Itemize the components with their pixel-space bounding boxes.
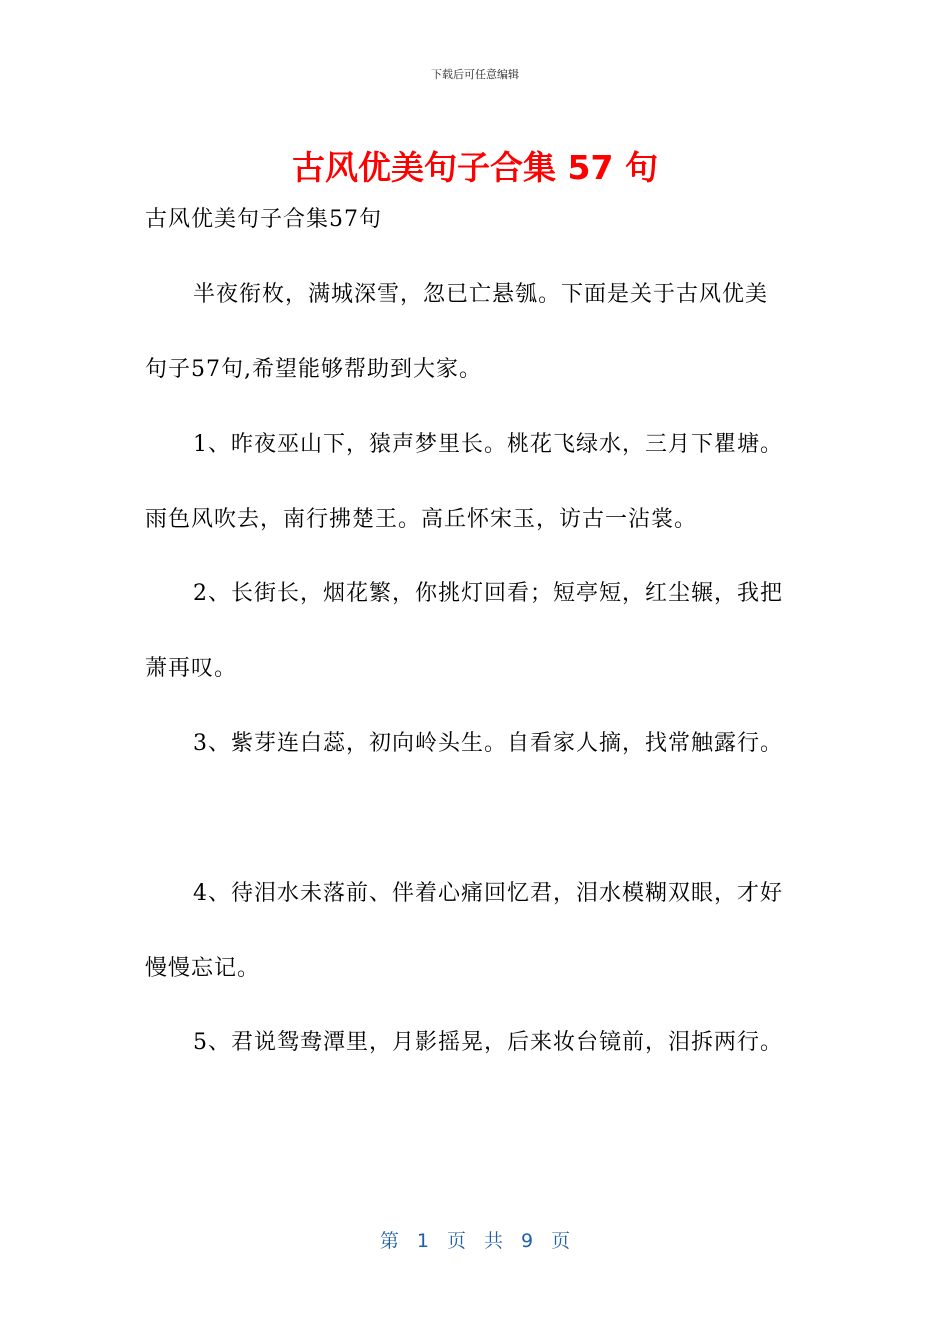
item-4-line-1: 4、待泪水未落前、伴着心痛回忆君，泪水模糊双眼，才好 [193, 881, 783, 906]
document-subtitle: 古风优美句子合集57句 [145, 207, 382, 232]
item-1-line-2: 雨色风吹去，南行拂楚王。高丘怀宋玉，访古一沾裳。 [145, 507, 698, 532]
item-5-line-1: 5、君说鸳鸯潭里，月影摇晃，后来妆台镜前，泪拆两行。 [193, 1030, 783, 1055]
item-1-line-1: 1、昨夜巫山下，猿声梦里长。桃花飞绿水，三月下瞿塘。 [193, 432, 783, 457]
item-4-line-2: 慢慢忘记。 [145, 956, 261, 981]
page-header-note: 下载后可任意编辑 [431, 68, 519, 81]
intro-paragraph-line-2: 句子57句,希望能够帮助到大家。 [145, 357, 482, 382]
page-number-footer: 第 1 页 共 9 页 [379, 1230, 571, 1252]
item-2-line-2: 萧再叹。 [145, 656, 238, 681]
intro-paragraph-line-1: 半夜衔枚，满城深雪，忽已亡悬瓠。下面是关于古风优美 [193, 282, 769, 307]
item-2-line-1: 2、长街长，烟花繁，你挑灯回看；短亭短，红尘辗，我把 [193, 581, 783, 606]
document-title: 古风优美句子合集 57 句 [292, 148, 658, 187]
item-3-line-1: 3、紫芽连白蕊，初向岭头生。自看家人摘，找常触露行。 [193, 731, 783, 756]
